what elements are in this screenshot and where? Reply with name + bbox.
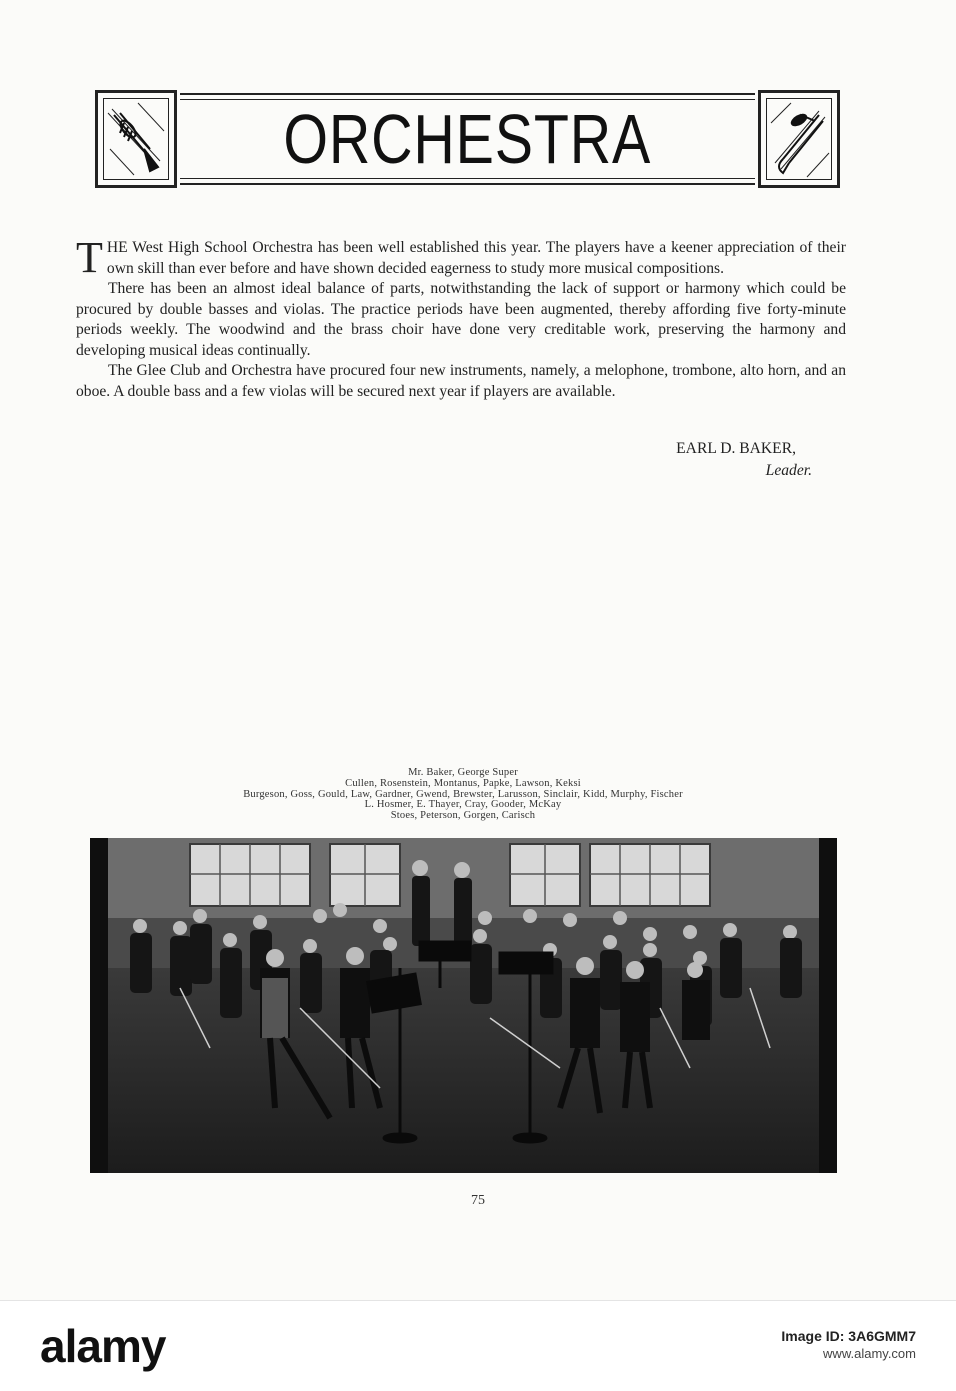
drop-cap: T [76, 233, 103, 282]
photo-caption [90, 768, 836, 822]
signature-name: EARL D. BAKER, [676, 440, 796, 457]
caption-line: L. Hosmer, E. Thayer, Cray, Gooder, McKay [364, 799, 562, 811]
alamy-logo: alamy [40, 1320, 166, 1372]
orchestra-banner [95, 90, 840, 188]
paragraph-3: The Glee Club and Orchestra have procured four new instruments, namely, a melophone, trombone, alto horn, and an oboe. A double bass and a few violas will be secured next year if players are available. [76, 362, 846, 400]
signature-role: Leader. [765, 462, 812, 479]
paragraph-2: There has been an almost ideal balance of parts, notwithstanding the lack of support or harmony which could be procured by double basses and violas. The practice periods have been augmented, thereby affording five forty-minute periods weekly. The woodwind and the brass choir have done very creditable work, preserving the harmony and developing musical ideas continually. [76, 280, 846, 359]
orchestra-photo-drawing [90, 838, 837, 1173]
title-frame [180, 93, 755, 185]
article-body [76, 233, 846, 402]
caption-line: Mr. Baker, George Super [408, 767, 518, 778]
trumpet-icon [98, 93, 174, 185]
watermark-url[interactable]: www.alamy.com [823, 1346, 916, 1361]
caption-line: Stoes, Peterson, Gorgen, Carisch [390, 810, 536, 822]
page-number: 75 [471, 1193, 485, 1208]
trombone-panel [758, 90, 840, 188]
image-id: Image ID: 3A6GMM7 [781, 1328, 916, 1344]
trumpet-panel [95, 90, 177, 188]
trombone-icon [761, 93, 837, 185]
orchestra-photo [90, 838, 837, 1173]
caption-line: Cullen, Rosenstein, Montanus, Papke, Lawson, Keksi [345, 777, 581, 789]
caption-line: Burgeson, Goss, Gould, Law, Gardner, Gwend, Brewster, Larusson, Sinclair, Kidd, Murphy, Fischer [243, 788, 683, 800]
page-title: ORCHESTRA [283, 100, 652, 178]
watermark-info [781, 1327, 916, 1363]
watermark-bar [0, 1300, 956, 1391]
paragraph-1: THE West High School Orchestra has been well established this year. The players have a keener appreciation of their own skill than ever before and have shown decided eagerness to study more musical compositions. [76, 233, 846, 282]
